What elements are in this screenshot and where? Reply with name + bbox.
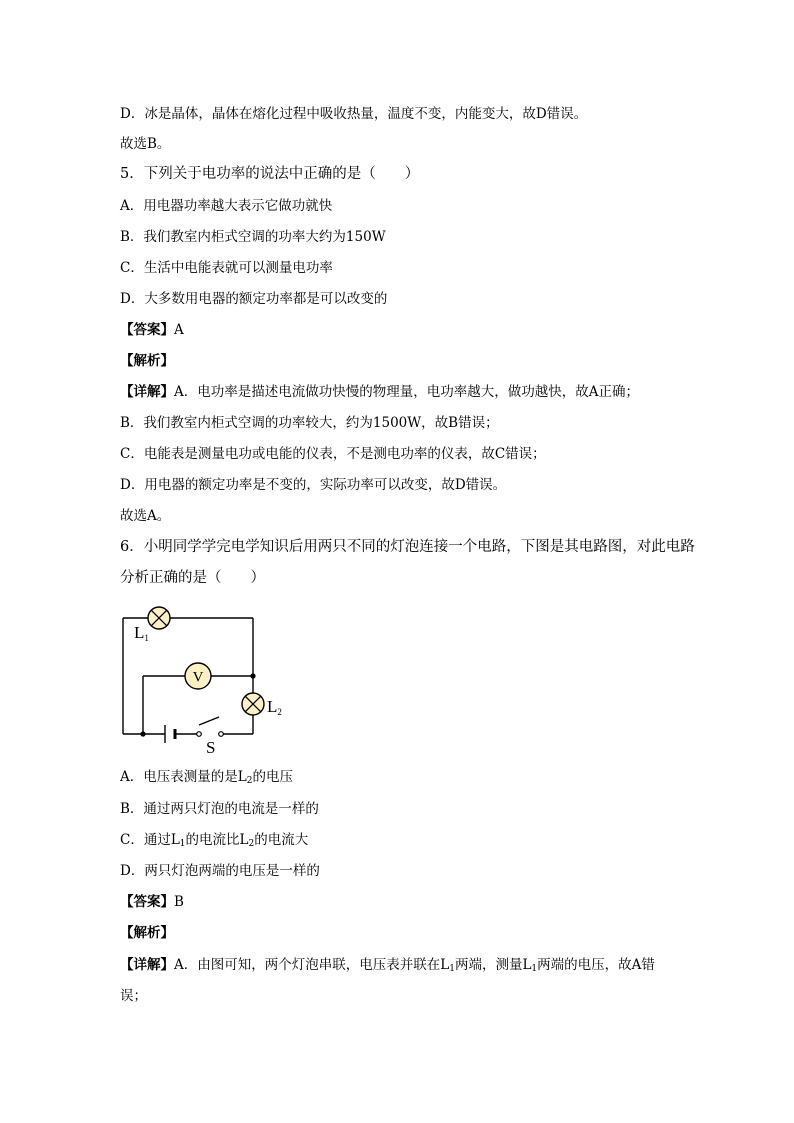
switch-contact <box>219 732 224 737</box>
q5-detail-d: D．用电器的额定功率是不变的，实际功率可以改变，故D错误。 <box>120 477 507 493</box>
q5-detail-a <box>120 382 639 402</box>
q6-option-c <box>120 830 308 854</box>
q6-analysis-tag <box>120 923 174 943</box>
q5-option-a: A．用电器功率越大表示它做功就快 <box>120 198 333 214</box>
q5-option-b: B．我们教室内柜式空调的功率大约为150W <box>120 229 386 245</box>
q5-detail-b: B．我们教室内柜式空调的功率较大，约为1500W，故B错误； <box>120 415 499 431</box>
analysis-tag: 【解析】 <box>120 353 174 369</box>
q6-stem-line1: 6．小明同学学完电学知识后用两只不同的灯泡连接一个电路，下图是其电路图，对此电路 <box>120 539 695 555</box>
switch-contact <box>197 732 202 737</box>
q6-option-a <box>120 767 293 791</box>
lamp-l1-icon <box>148 607 170 629</box>
q5-analysis-tag <box>120 351 174 371</box>
q6-detail-a-line2: 误； <box>120 988 147 1004</box>
subscript: 2 <box>246 776 253 786</box>
detail-text: A．由图可知，两个灯泡串联，电压表并联在L <box>174 957 450 973</box>
subscript: 2 <box>248 839 255 849</box>
q4-option-d-explanation: D．冰是晶体，晶体在熔化过程中吸收热量，温度不变，内能变大，故D错误。 <box>120 106 588 122</box>
junction-dot <box>140 731 145 736</box>
q5-choose-statement: 故选A。 <box>120 508 171 524</box>
junction-dot <box>250 673 255 678</box>
detail-text: 两端的电压，故A错 <box>537 957 655 973</box>
option-text: C．通过L <box>120 832 180 848</box>
voltmeter-label: V <box>192 669 204 686</box>
detail-text: 两端，测量L <box>454 957 532 973</box>
lamp-l2-label: L2 <box>267 697 282 717</box>
q5-detail-c: C．电能表是测量电功或电能的仪表，不是测电功率的仪表，故C错误； <box>120 446 546 462</box>
option-text: 的电流比L <box>185 832 249 848</box>
answer-value: A <box>174 322 184 338</box>
subscript: 1 <box>179 839 186 849</box>
option-text: 的电压 <box>252 769 293 785</box>
q4-choose-statement: 故选B。 <box>120 136 171 152</box>
q5-stem: 5．下列关于电功率的说法中正确的是（ ） <box>120 166 420 182</box>
detail-text: A．电功率是描述电流做功快慢的物理量，电功率越大，做功越快，故A正确； <box>174 384 639 400</box>
subscript: 1 <box>531 964 538 974</box>
q6-option-d: D．两只灯泡两端的电压是一样的 <box>120 863 320 879</box>
detail-tag: 【详解】 <box>120 384 174 400</box>
lamp-l1-label: L1 <box>134 623 149 643</box>
q6-answer <box>120 892 184 912</box>
subscript: 1 <box>449 964 455 974</box>
option-text: A．电压表测量的是L <box>120 769 247 785</box>
q5-option-c: C．生活中电能表就可以测量电功率 <box>120 260 333 276</box>
q5-answer <box>120 320 184 340</box>
circuit-diagram <box>115 598 295 758</box>
q5-option-d: D．大多数用电器的额定功率都是可以改变的 <box>120 291 388 307</box>
lamp-l2-icon <box>242 693 264 715</box>
q6-option-b: B．通过两只灯泡的电流是一样的 <box>120 801 319 817</box>
answer-tag: 【答案】 <box>120 322 174 338</box>
switch-label: S <box>206 738 216 757</box>
analysis-tag: 【解析】 <box>120 925 174 941</box>
q6-detail-a <box>120 955 655 979</box>
answer-value: B <box>174 894 184 910</box>
switch-blade <box>199 717 219 725</box>
detail-tag: 【详解】 <box>120 957 174 973</box>
q6-stem-line2: 分析正确的是（ ） <box>120 570 265 586</box>
option-text: 的电流大 <box>254 832 309 848</box>
answer-tag: 【答案】 <box>120 894 174 910</box>
